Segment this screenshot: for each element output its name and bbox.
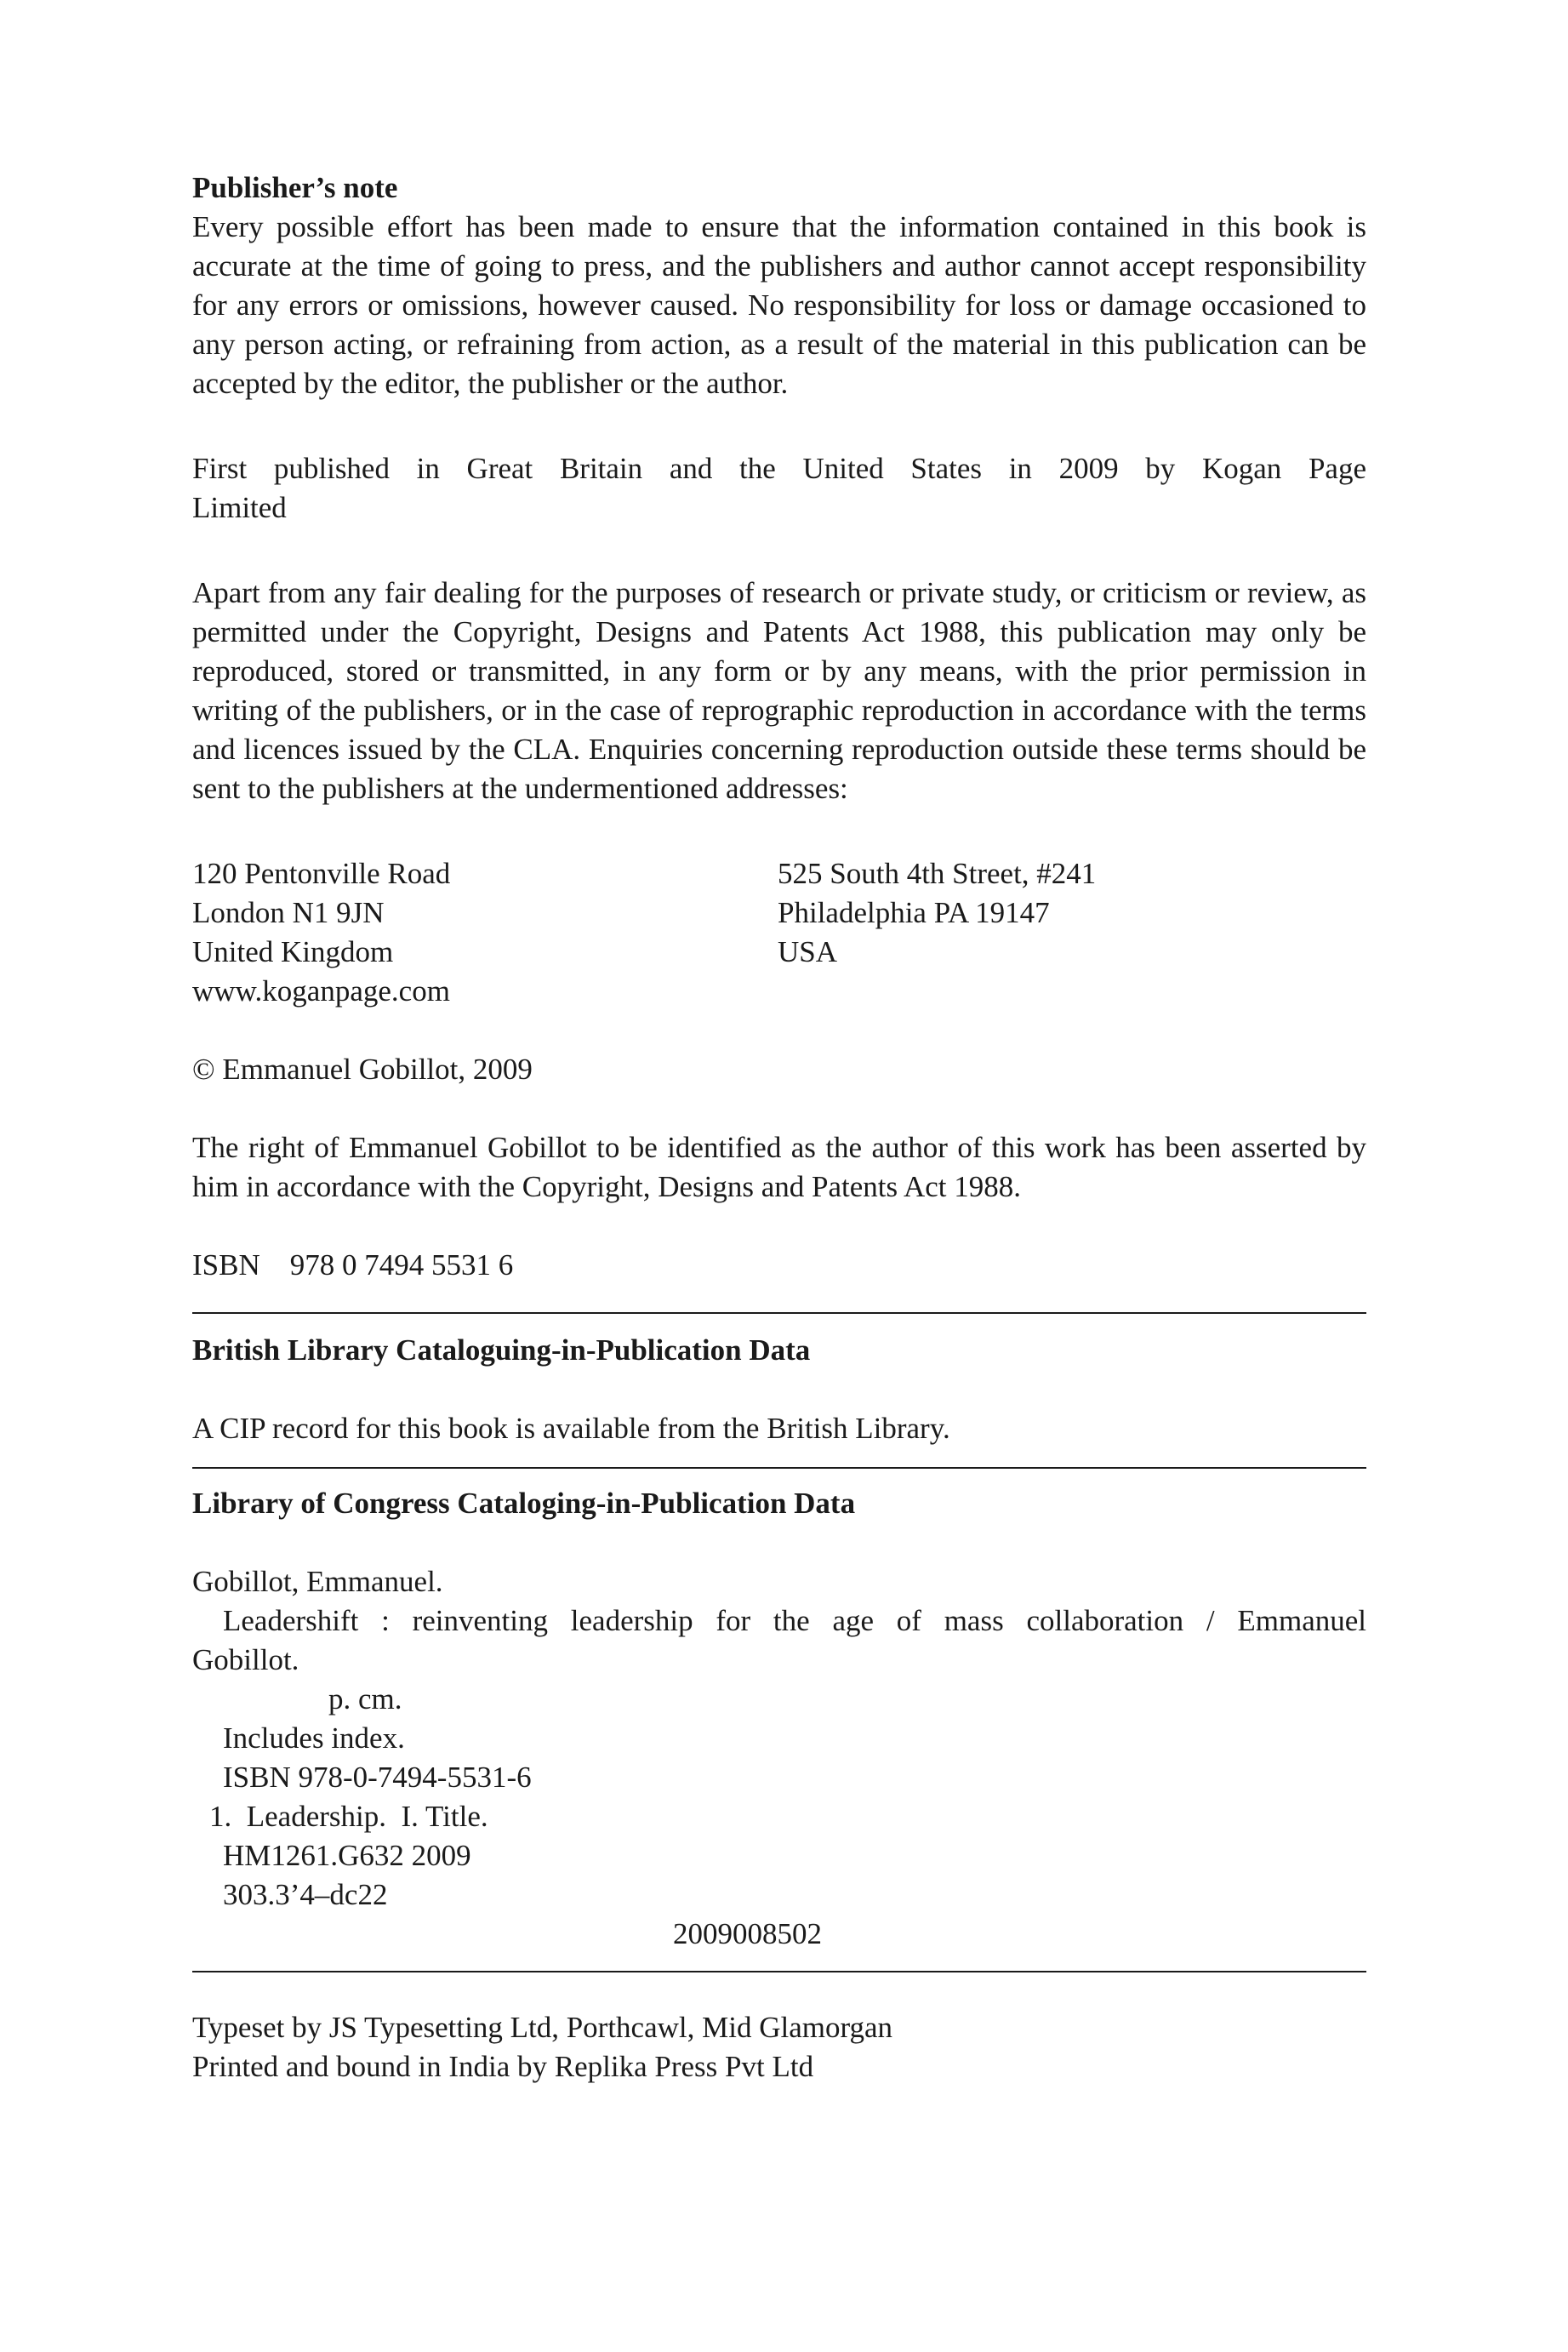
library-of-congress-section [192,1484,1366,1954]
loc-classification: HM1261.G632 2009 [223,1839,471,1872]
isbn-value: 978 0 7494 5531 6 [289,1248,514,1282]
us-country: USA [778,935,838,968]
loc-subjects: 1. Leadership. I. Title. [209,1800,488,1833]
uk-city: London N1 9JN [192,896,385,929]
loc-heading: Library of Congress Cataloging-in-Publication Data [192,1487,856,1520]
copyright-line: © Emmanuel Gobillot, 2009 [192,1053,533,1086]
loc-dewey: 303.3’4–dc22 [223,1878,388,1911]
copyright-notice: Apart from any fair dealing for the purposes of research or private study, or criticism or review, as permitted under the Copyright, Designs and Patents Act 1988, this publication may only be reproduced, stored or transmitted, in any form or by any means, with the prior permission in writing of the publishers, or in the case of reprographic reproduction in accordance with the terms and licences issued by the CLA. Enquiries concerning reproduction outside these terms should be sent to the publishers at the undermentioned addresses: [192,576,1366,805]
divider [192,1467,1366,1469]
loc-pages: p. cm. [328,1682,402,1715]
first-published-line1: First published in Great Britain and the United States in 2009 by Kogan Page [192,452,1366,485]
uk-address [192,854,778,1011]
first-published-line2: Limited [192,491,287,524]
us-city: Philadelphia PA 19147 [778,896,1050,929]
moral-right-statement: The right of Emmanuel Gobillot to be identified as the author of this work has been asserted by him in accordance with the Copyright, Designs and Patents Act 1988. [192,1131,1366,1203]
british-library-text: A CIP record for this book is available from the British Library. [192,1412,950,1445]
divider [192,1312,1366,1314]
loc-title-line1: Leadershift : reinventing leadership for the age of mass collaboration / Emmanuel [223,1604,1366,1637]
printed-line: Printed and bound in India by Replika Press Pvt Ltd [192,2050,814,2083]
uk-street: 120 Pentonville Road [192,857,451,890]
british-library-heading: British Library Cataloguing-in-Publication Data [192,1333,811,1367]
british-library-section [192,1331,1366,1448]
loc-includes: Includes index. [223,1721,405,1755]
loc-author: Gobillot, Emmanuel. [192,1565,443,1598]
isbn-label: ISBN [192,1248,260,1282]
publishers-note-heading: Publisher’s note [192,171,398,204]
isbn-line [192,1246,1366,1285]
loc-isbn: ISBN 978-0-7494-5531-6 [223,1761,532,1794]
copyright-page [192,168,1366,2087]
addresses-section [192,854,1366,1011]
loc-title-line2: Gobillot. [192,1643,299,1676]
us-street: 525 South 4th Street, #241 [778,857,1097,890]
typeset-line: Typeset by JS Typesetting Ltd, Porthcawl, Mid Glamorgan [192,2011,893,2044]
publisher-website: www.koganpage.com [192,974,450,1008]
first-published-section [192,449,1366,528]
publishers-note-body: Every possible effort has been made to ensure that the information contained in this book is accurate at the time of going to press, and the publishers and author cannot accept responsibility for any errors or omissions, however caused. No responsibility for loss or damage occasioned to any person acting, or refraining from action, as a result of the material in this publication can be accepted by the editor, the publisher or the author. [192,210,1366,400]
uk-country: United Kingdom [192,935,394,968]
printing-section [192,2008,1366,2087]
divider [192,1971,1366,1972]
us-address [778,854,1322,1011]
publishers-note-section [192,168,1366,403]
loc-lccn: 2009008502 [673,1917,822,1950]
